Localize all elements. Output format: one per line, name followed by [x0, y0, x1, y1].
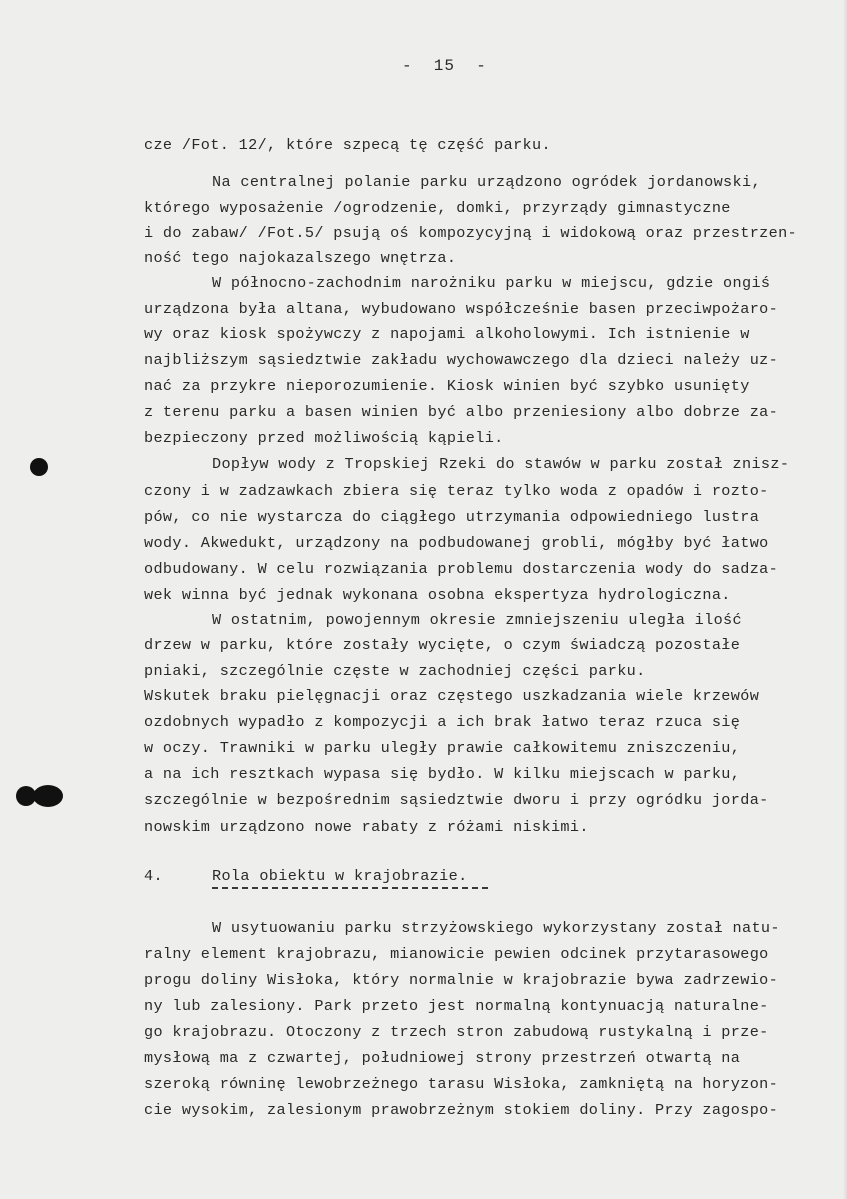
section-number: 4. [144, 867, 163, 885]
text-line: wody. Akwedukt, urządzony na podbudowanej grobli, mógłby być łatwo [144, 534, 769, 552]
punch-hole-mark [30, 458, 48, 476]
text-line: ny lub zalesiony. Park przeto jest normalną kontynuacją naturalne- [144, 997, 769, 1015]
text-line: urządzona była altana, wybudowano współcześnie basen przeciwpożaro- [144, 300, 779, 318]
text-line: mysłową ma z czwartej, południowej strony przestrzeń otwartą na [144, 1049, 741, 1067]
text-line: szczególnie w bezpośrednim sąsiedztwie dworu i przy ogródku jorda- [144, 791, 769, 809]
text-line: ralny element krajobrazu, mianowicie pewien odcinek przytarasowego [144, 945, 769, 963]
text-line: którego wyposażenie /ogrodzenie, domki, przyrządy gimnastyczne [144, 199, 731, 217]
text-line: nowskim urządzono nowe rabaty z różami niskimi. [144, 818, 589, 836]
punch-hole-mark [33, 785, 63, 807]
text-line: cze /Fot. 12/, które szpecą tę część parku. [144, 136, 551, 154]
heading-underline [212, 887, 488, 889]
text-line: w oczy. Trawniki w parku uległy prawie całkowitemu zniszczeniu, [144, 739, 741, 757]
text-line: W północno-zachodnim narożniku parku w miejscu, gdzie ongiś [212, 274, 771, 292]
section-heading: Rola obiektu w krajobrazie. [212, 867, 468, 885]
text-line: ozdobnych wypadło z kompozycji a ich brak łatwo teraz rzuca się [144, 713, 741, 731]
text-line: Dopływ wody z Tropskiej Rzeki do stawów w parku został znisz- [212, 455, 790, 473]
text-line: progu doliny Wisłoka, który normalnie w krajobrazie bywa zadrzewio- [144, 971, 779, 989]
text-line: szeroką równinę lewobrzeżnego tarasu Wisłoka, zamkniętą na horyzon- [144, 1075, 779, 1093]
text-line: ność tego najokazalszego wnętrza. [144, 249, 457, 267]
page-number: - 15 - [402, 57, 487, 75]
text-line: z terenu parku a basen winien być albo przeniesiony albo dobrze za- [144, 403, 779, 421]
text-line: W usytuowaniu parku strzyżowskiego wykorzystany został natu- [212, 919, 780, 937]
text-line: a na ich resztkach wypasa się bydło. W kilku miejscach w parku, [144, 765, 741, 783]
text-line: nać za przykre nieporozumienie. Kiosk winien być szybko usunięty [144, 377, 750, 395]
text-line: wek winna być jednak wykonana osobna ekspertyza hydrologiczna. [144, 586, 731, 604]
text-line: go krajobrazu. Otoczony z trzech stron zabudową rustykalną i prze- [144, 1023, 769, 1041]
text-line: drzew w parku, które zostały wycięte, o czym świadczą pozostałe [144, 636, 741, 654]
text-line: Wskutek braku pielęgnacji oraz częstego uszkadzania wiele krzewów [144, 687, 760, 705]
text-line: odbudowany. W celu rozwiązania problemu dostarczenia wody do sadza- [144, 560, 779, 578]
text-line: najbliższym sąsiedztwie zakładu wychowawczego dla dzieci należy uz- [144, 351, 779, 369]
text-line: wy oraz kiosk spożywczy z napojami alkoholowymi. Ich istnienie w [144, 325, 750, 343]
page-edge-shadow [843, 0, 847, 1199]
text-line: pów, co nie wystarcza do ciągłego utrzymania odpowiedniego lustra [144, 508, 760, 526]
text-line: W ostatnim, powojennym okresie zmniejszeniu uległa ilość [212, 611, 742, 629]
text-line: cie wysokim, zalesionym prawobrzeżnym stokiem doliny. Przy zagospo- [144, 1101, 779, 1119]
text-line: pniaki, szczególnie częste w zachodniej części parku. [144, 662, 646, 680]
text-line: i do zabaw/ /Fot.5/ psują oś kompozycyjną i widokową oraz przestrzen- [144, 224, 798, 242]
text-line: bezpieczony przed możliwością kąpieli. [144, 429, 504, 447]
text-line: Na centralnej polanie parku urządzono ogródek jordanowski, [212, 173, 761, 191]
text-line: czony i w zadzawkach zbiera się teraz tylko woda z opadów i rozto- [144, 482, 769, 500]
